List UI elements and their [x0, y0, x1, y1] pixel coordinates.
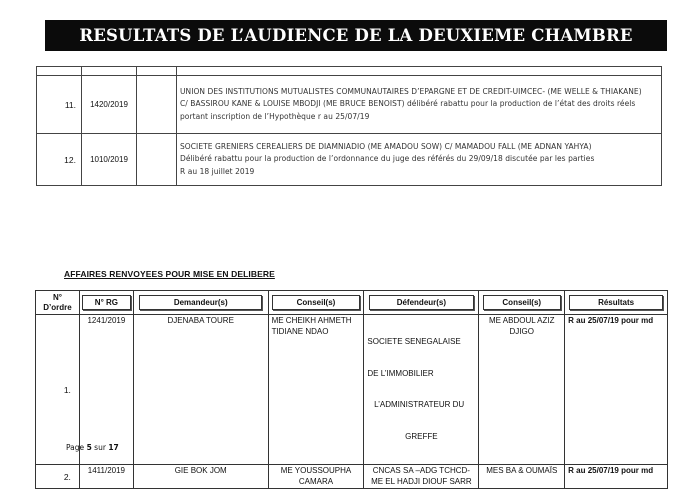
table-header-row — [36, 291, 668, 315]
cell-line: ME CHEIKH AHMETH — [271, 316, 352, 325]
cell-line: CAMARA — [298, 476, 334, 486]
cell-line: CNCAS SA –ADG TCHCD- — [372, 466, 470, 475]
table-cell — [82, 67, 137, 76]
header-conseil — [479, 291, 565, 315]
footer-prefix: Page — [66, 443, 85, 452]
upper-results-table — [36, 66, 662, 186]
header-demandeur — [133, 291, 268, 315]
cell-line: ME YOUSSOUPHA — [280, 466, 352, 475]
conseil-cell — [268, 465, 364, 489]
cell-line: DJIGO — [509, 326, 534, 336]
table-cell — [137, 76, 177, 134]
header-ordre — [36, 291, 80, 315]
cell-line: GREFFE — [405, 431, 438, 441]
defendeur-cell — [364, 465, 479, 489]
table-cell — [137, 134, 177, 186]
row-number: 1. — [36, 315, 80, 465]
defendeur-cell — [364, 315, 479, 465]
row-number: 2. — [36, 465, 80, 489]
resultat-cell: R au 25/07/19 pour md — [565, 465, 668, 489]
page-footer — [66, 443, 119, 452]
cell-line: SOCIETE SENEGALAISE — [367, 337, 461, 346]
header-conseil — [268, 291, 364, 315]
resultat-cell: R au 25/07/19 pour md — [565, 315, 668, 465]
case-description — [177, 134, 662, 186]
section-title: AFFAIRES RENVOYEES POUR MISE EN DELIBERE — [64, 269, 275, 279]
header-text: N° RG — [82, 295, 131, 310]
case-line: Délibéré rabattu pour la production de l’ordonnance du juge des référés du 29/09/18 discutée par les parties — [180, 154, 595, 164]
table-row — [36, 315, 668, 465]
case-line: UNION DES INSTITUTIONS MUTUALISTES COMMUNAUTAIRES D’EPARGNE ET DE CREDIT-UIMCEC- (ME WELLE & THIAKANE) — [180, 87, 642, 97]
case-line: SOCIETE GRENIERS CEREALIERS DE DIAMNIADIO (ME AMADOU SOW) C/ MAMADOU FALL (ME ADNAN YAHYA) — [180, 142, 592, 152]
page-title: RESULTATS DE L’AUDIENCE DE LA DEUXIEME CHAMBRE — [79, 26, 633, 45]
cell-line: ME EL HADJI DIOUF SARR — [371, 476, 472, 486]
case-description — [177, 76, 662, 134]
header-text: D’ordre — [43, 302, 72, 312]
table-row — [36, 465, 668, 489]
table-cell — [37, 67, 82, 76]
table-row — [37, 134, 662, 186]
header-text: Résultats — [569, 295, 663, 310]
cell-line: ME ABDOUL AZIZ — [489, 316, 555, 325]
demandeur-cell: GIE BOK JOM — [133, 465, 268, 489]
conseil-cell — [479, 465, 565, 489]
rg-number: 1241/2019 — [79, 315, 133, 465]
header-defendeur — [364, 291, 479, 315]
title-banner — [45, 20, 667, 51]
header-text: N° — [52, 292, 62, 302]
footer-total: 17 — [108, 443, 119, 452]
table-cell — [177, 67, 662, 76]
header-text: Demandeur(s) — [139, 295, 262, 310]
header-text: Conseil(s) — [483, 295, 561, 310]
conseil-cell — [268, 315, 364, 465]
table-row — [37, 76, 662, 134]
cell-line: DE L’IMMOBILIER — [367, 368, 434, 378]
header-rg — [79, 291, 133, 315]
table-header-row — [37, 67, 662, 76]
rg-number: 1420/2019 — [82, 76, 137, 134]
cell-line: TIDIANE NDAO — [271, 326, 329, 336]
header-text: Défendeur(s) — [369, 295, 474, 310]
footer-middle: sur — [94, 443, 106, 452]
conseil-cell — [479, 315, 565, 465]
header-resultats — [565, 291, 668, 315]
footer-page: 5 — [86, 443, 92, 452]
case-line: R au 18 juillet 2019 — [180, 166, 255, 176]
header-text: Conseil(s) — [272, 295, 359, 310]
case-line: portant inscription de l’Hypothèque r au 25/07/19 — [180, 111, 370, 121]
deliberation-table — [35, 290, 668, 489]
rg-number: 1411/2019 — [79, 465, 133, 489]
table-cell — [137, 67, 177, 76]
cell-line: L’ADMINISTRATEUR DU — [367, 400, 465, 409]
row-number: 12. — [37, 134, 82, 186]
row-number: 11. — [37, 76, 82, 134]
rg-number: 1010/2019 — [82, 134, 137, 186]
cell-line: MES BA & OUMAÏS — [486, 466, 558, 475]
case-line: C/ BASSIROU KANE & LOUISE MBODJI (ME BRUCE BENOIST) délibéré rabattu pour la production de l’état des droits réels — [180, 99, 636, 109]
demandeur-cell: DJENABA TOURE — [133, 315, 268, 465]
